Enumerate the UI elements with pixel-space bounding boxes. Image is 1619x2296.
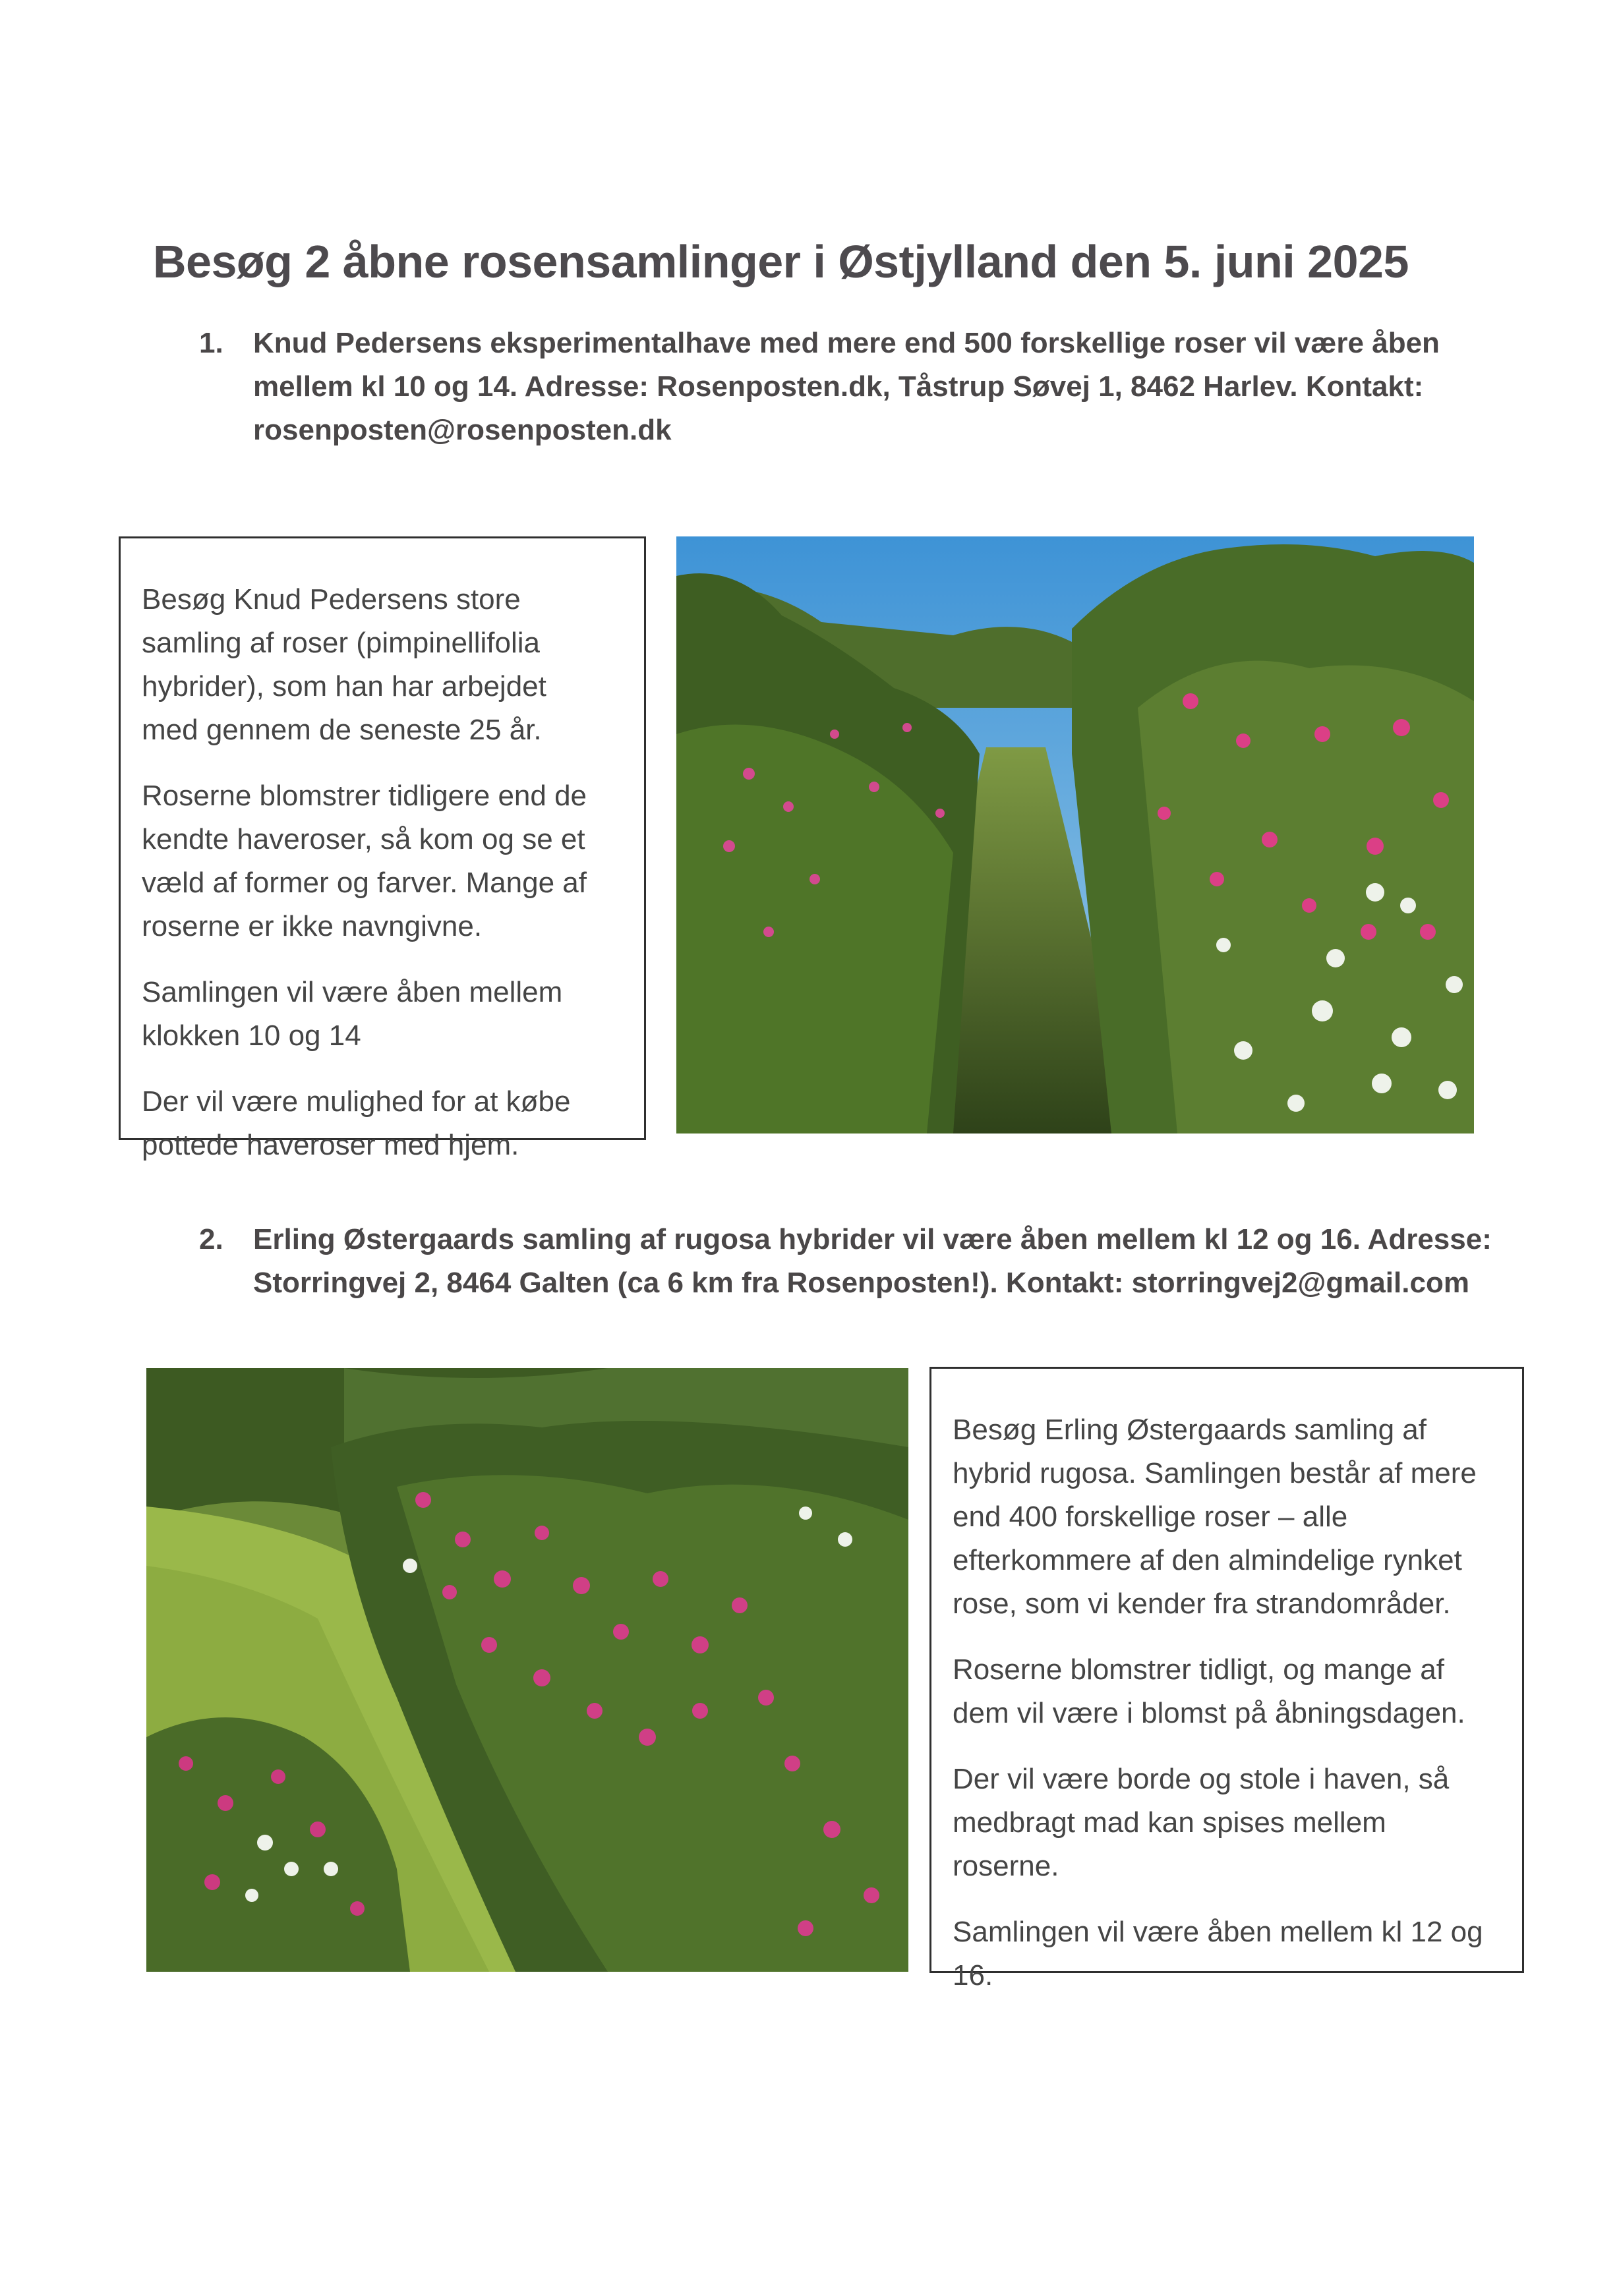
info-line: medbragt mad kan spises mellem (953, 1806, 1386, 1839)
page-title: Besøg 2 åbne rosensamlinger i Østjylland den 5. juni 2025 (153, 236, 1409, 287)
info-line: pottede haveroser med hjem. (142, 1129, 519, 1161)
info-line: roserne er ikke navngivne. (142, 910, 483, 942)
photo-drawing (676, 536, 1474, 1134)
info-line: roserne. (953, 1850, 1059, 1882)
info-line: hybrider), som han har arbejdet (142, 670, 546, 703)
info-line: dem vil være i blomst på åbningsdagen. (953, 1697, 1465, 1729)
list-item-line: mellem kl 10 og 14. Adresse: Rosenposten.dk, Tåstrup Søvej 1, 8462 Harlev. Kontakt: (253, 370, 1424, 403)
info-box-1 (119, 536, 646, 1161)
list-item-number: 1. (199, 327, 223, 359)
list-item-line: Storringvej 2, 8464 Galten (ca 6 km fra Rosenposten!). Kontakt: storringvej2@gmail.com (253, 1267, 1469, 1299)
info-line: væld af former og farver. Mange af (142, 867, 587, 899)
info-line: hybrid rugosa. Samlingen består af mere (953, 1457, 1477, 1489)
info-line: Samlingen vil være åben mellem kl 12 og (953, 1916, 1483, 1948)
photo-rose-garden-rugosa (146, 1368, 908, 1972)
info-line: samling af roser (pimpinellifolia (142, 627, 541, 659)
info-line: Besøg Knud Pedersens store (142, 583, 521, 616)
info-line: Samlingen vil være åben mellem (142, 976, 563, 1008)
info-line: med gennem de seneste 25 år. (142, 714, 542, 746)
info-line: Roserne blomstrer tidligt, og mange af (953, 1653, 1444, 1686)
list-item-number: 2. (199, 1223, 223, 1255)
info-line: Besøg Erling Østergaards samling af (953, 1414, 1427, 1446)
info-line: 16. (953, 1959, 993, 1992)
info-line: end 400 forskellige roser – alle (953, 1501, 1348, 1533)
photo-rose-garden-pimpinellifolia (676, 536, 1474, 1134)
info-line: Der vil være borde og stole i haven, så (953, 1763, 1450, 1795)
list-item-line: Erling Østergaards samling af rugosa hybrider vil være åben mellem kl 12 og 16. Adresse: (253, 1223, 1492, 1255)
info-line: efterkommere af den almindelige rynket (953, 1544, 1462, 1576)
info-line: Der vil være mulighed for at købe (142, 1085, 571, 1118)
list-item-2 (199, 1218, 1492, 1310)
list-item-text (253, 322, 1440, 452)
list-item-line: Knud Pedersens eksperimentalhave med mere end 500 forskellige roser vil være åben (253, 327, 1440, 359)
photo-drawing (146, 1368, 908, 1972)
list-item-text (253, 1218, 1492, 1305)
info-box-2 (929, 1367, 1524, 1992)
list-item-line: rosenposten@rosenposten.dk (253, 414, 672, 446)
list-item-1 (199, 322, 1452, 460)
info-line: klokken 10 og 14 (142, 1019, 361, 1052)
info-line: Roserne blomstrer tidligere end de (142, 780, 587, 812)
info-line: kendte haveroser, så kom og se et (142, 823, 585, 855)
info-line: rose, som vi kender fra strandområder. (953, 1588, 1451, 1620)
